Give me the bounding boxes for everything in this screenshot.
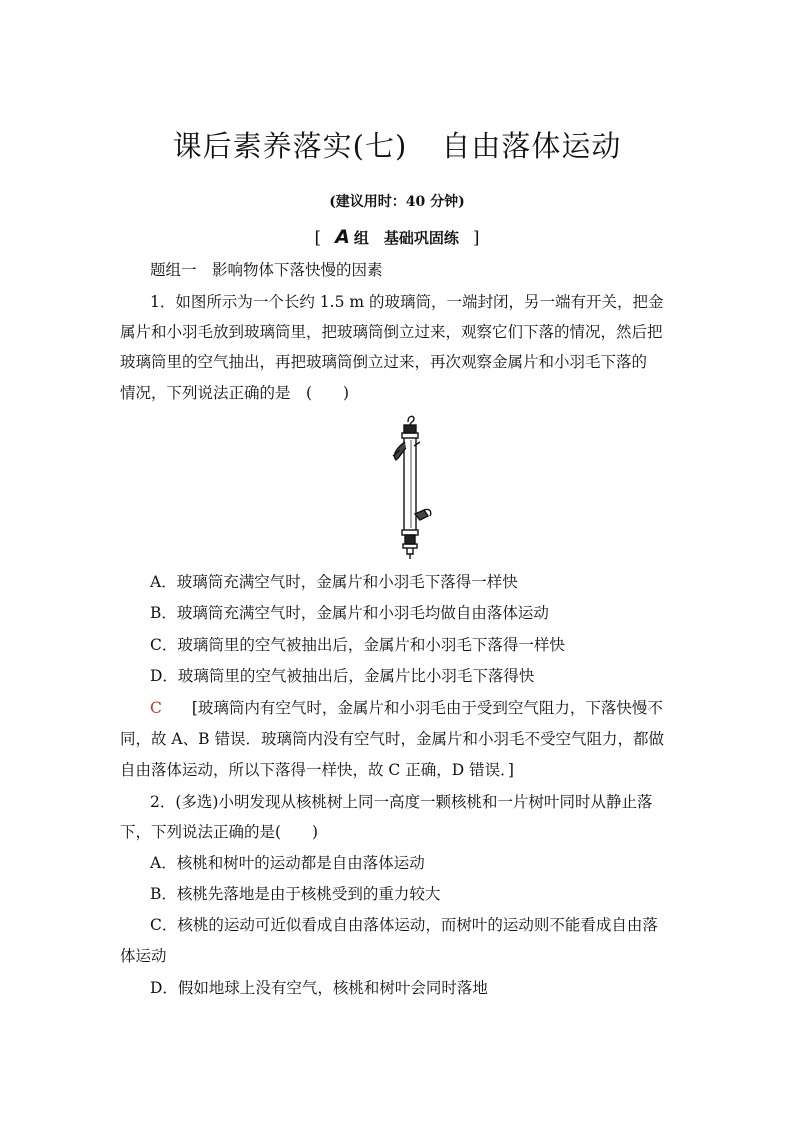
- topic-label: 题组一 影响物体下落快慢的因素: [150, 261, 383, 279]
- q2-option-b: B．核桃先落地是由于核桃受到的重力较大: [150, 885, 441, 903]
- q1-answer-letter: C: [150, 699, 162, 717]
- title-main: 课后素养落实(七): [172, 129, 408, 163]
- q1-answer-line: [150, 698, 663, 718]
- bracket-right: ]: [472, 228, 480, 248]
- q1-explanation-3: 自由落体运动，所以下落得一样快，故 C 正确，D 错误．]: [120, 761, 514, 779]
- group-label: 组 基础巩固练: [353, 229, 459, 247]
- page-title: [0, 124, 794, 165]
- time-hint: (建议用时：40 分钟): [329, 194, 465, 210]
- q1-line-1: 1．如图所示为一个长约 1.5 m 的玻璃筒，一端封闭，另一端有开关，把金: [150, 293, 664, 311]
- q2-option-c-cont: 体运动: [120, 947, 167, 965]
- q2-line-2: 下，下列说法正确的是( ): [120, 823, 319, 841]
- q1-option-a: A．玻璃筒充满空气时，金属片和小羽毛下落得一样快: [150, 573, 518, 591]
- q1-option-d: D．玻璃筒里的空气被抽出后，金属片比小羽毛下落得快: [150, 667, 535, 685]
- q1-line-3: 玻璃筒里的空气抽出，再把玻璃筒倒立过来，再次观察金属片和小羽毛下落的: [120, 353, 648, 371]
- q1-option-c: C．玻璃筒里的空气被抽出后，金属片和小羽毛下落得一样快: [150, 636, 565, 654]
- q2-line-1: 2．(多选)小明发现从核桃树上同一高度一颗核桃和一片树叶同时从静止落: [150, 793, 653, 811]
- q2-option-c: C．核桃的运动可近似看成自由落体运动，而树叶的运动则不能看成自由落: [150, 916, 658, 934]
- bracket-left: [: [314, 228, 322, 248]
- q1-line-2: 属片和小羽毛放到玻璃筒里，把玻璃筒倒立过来，观察它们下落的情况，然后把: [120, 323, 663, 341]
- q1-explanation-2: 同，故 A、B 错误．玻璃筒内没有空气时，金属片和小羽毛不受空气阻力，都做: [120, 730, 664, 748]
- q2-option-a: A．核桃和树叶的运动都是自由落体运动: [150, 854, 425, 872]
- q1-explanation-1: [玻璃筒内有空气时，金属片和小羽毛由于受到空气阻力，下落快慢不: [191, 699, 663, 717]
- title-topic: 自由落体运动: [441, 129, 622, 163]
- q1-option-b: B．玻璃筒充满空气时，金属片和小羽毛均做自由落体运动: [150, 604, 549, 622]
- group-letter: A: [335, 226, 350, 248]
- glass-tube-figure: [384, 412, 438, 562]
- group-header: [0, 226, 794, 248]
- q2-option-d: D．假如地球上没有空气，核桃和树叶会同时落地: [150, 979, 488, 997]
- q1-line-4: 情况，下列说法正确的是 ( ): [120, 384, 350, 402]
